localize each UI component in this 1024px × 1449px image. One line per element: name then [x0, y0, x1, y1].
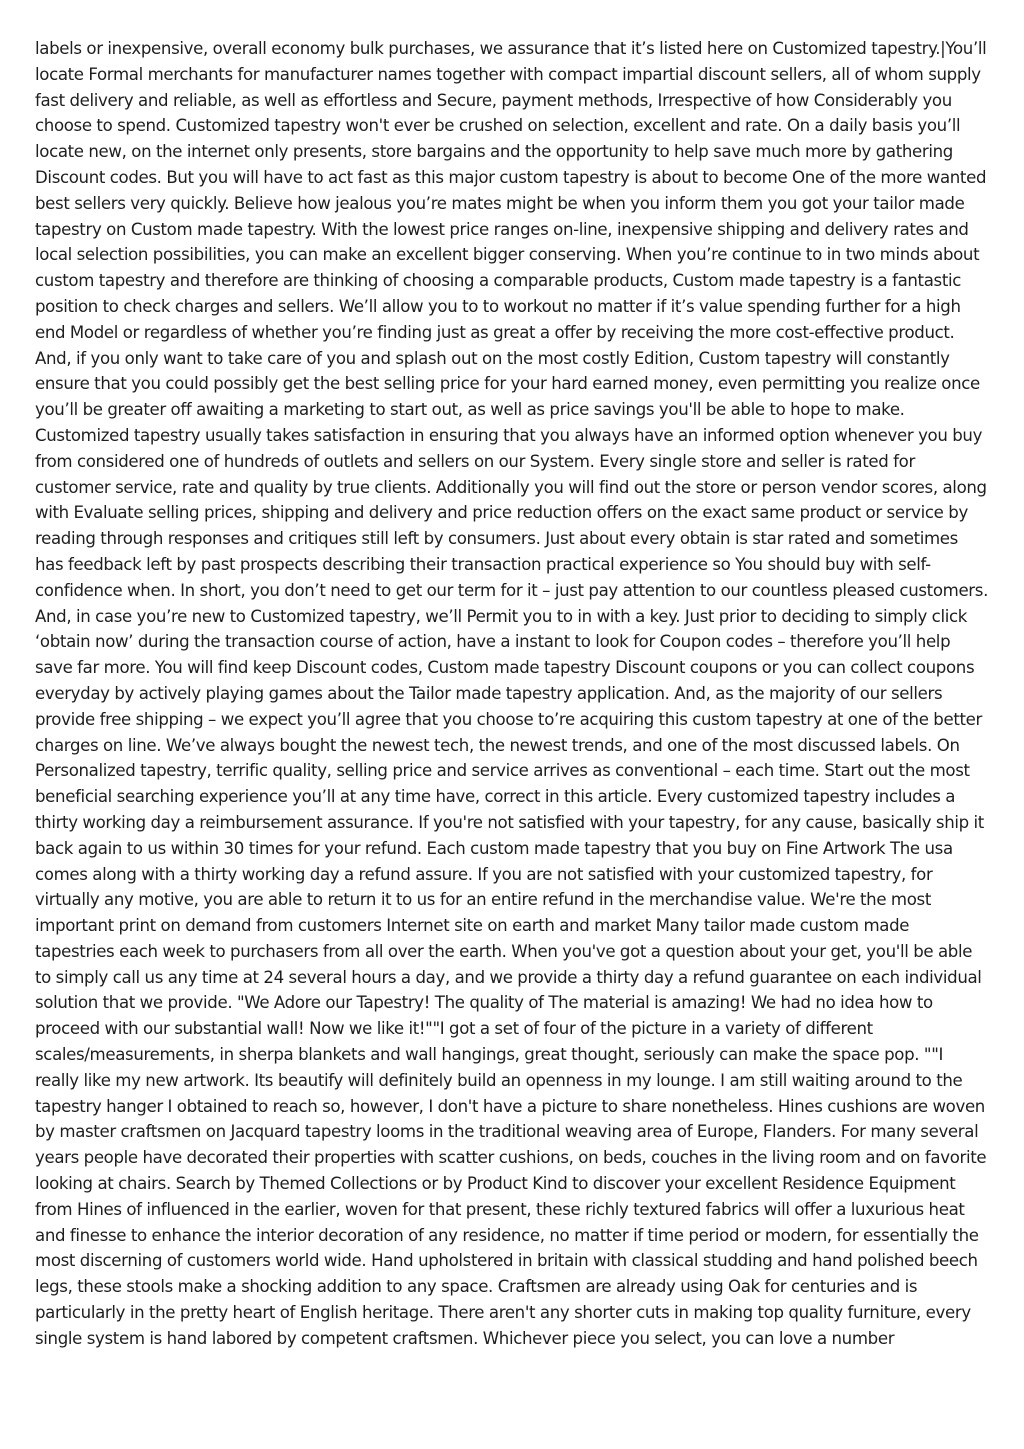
body-paragraph: labels or inexpensive, overall economy bulk purchases, we assurance that it’s listed here on Customized tapestry.|You’ll locate Formal merchants for manufacturer names together with compact impartial discount sellers, all of whom supply fast delivery and reliable, as well as effortless and Secure, payment methods, Irrespective of how Considerably you choose to spend. Customized tapestry won't ever be crushed on selection, excellent and rate. On a daily basis you’ll locate new, on the internet only presents, store bargains and the opportunity to help save much more by gathering Discount codes. But you will have to act fast as this major custom tapestry is about to become One of the more wanted best sellers very quickly. Believe how jealous you’re mates might be when you inform them you got your tailor made tapestry on Custom made tapestry. With the lowest price ranges on-line, inexpensive shipping and delivery rates and local selection possibilities, you can make an excellent bigger conserving. When you’re continue to in two minds about custom tapestry and therefore are thinking of choosing a comparable products, Custom made tapestry is a fantastic position to check charges and sellers. We’ll allow you to to workout no matter if it’s value spending further for a high end Model or regardless of whether you’re finding just as great a offer by receiving the more cost-effective product. And, if you only want to take care of you and splash out on the most costly Edition, Custom tapestry will constantly ensure that you could possibly get the best selling price for your hard earned money, even permitting you realize once you’ll be greater off awaiting a marketing to start out, as well as price savings you'll be able to hope to make. Customized tapestry usually takes satisfaction in ensuring that you always have an informed option whenever you buy from considered one of hundreds of outlets and sellers on our System. Every single store and seller is rated for customer service, rate and quality by true clients. Additionally you will find out the store or person vendor scores, along with Evaluate selling prices, shipping and delivery and price reduction offers on the exact same product or service by reading through responses and critiques still left by consumers. Just about every obtain is star rated and sometimes has feedback left by past prospects describing their transaction practical experience so You should buy with self-confidence when. In short, you don’t need to get our term for it – just pay attention to our countless pleased customers. And, in case you’re new to Customized tapestry, we’ll Permit you to in with a key. Just prior to deciding to simply click ‘obtain now’ during the transaction course of action, have a instant to look for Coupon codes – therefore you’ll help save far more. You will find keep Discount codes, Custom made tapestry Discount coupons or you can collect coupons everyday by actively playing games about the Tailor made tapestry application. And, as the majority of our sellers provide free shipping – we expect you’ll agree that you choose to’re acquiring this custom tapestry at one of the better charges on line. We’ve always bought the newest tech, the newest trends, and one of the most discussed labels. On Personalized tapestry, terrific quality, selling price and service arrives as conventional – each time. Start out the most beneficial searching experience you’ll at any time have, correct in this article. Every customized tapestry includes a thirty working day a reimbursement assurance. If you're not satisfied with your tapestry, for any cause, basically ship it back again to us within 30 times for your refund. Each custom made tapestry that you buy on Fine Artwork The usa comes along with a thirty working day a refund assure. If you are not satisfied with your customized tapestry, for virtually any motive, you are able to return it to us for an entire refund in the merchandise value. We're the most important print on demand from customers Internet site on earth and market Many tailor made custom made tapestries each week to purchasers from all over the earth. When you've got a question about your get, you'll be able to simply call us any time at 24 several hours a day, and we provide a thirty day a refund guarantee on each individual solution that we provide. "We Adore our Tapestry! The quality of The material is amazing! We had no idea how to proceed with our substantial wall! Now we like it!""I got a set of four of the picture in a variety of different scales/measurements, in sherpa blankets and wall hangings, great thought, seriously can make the space pop. ""I really like my new artwork. Its beautify will definitely build an openness in my lounge. I am still waiting around to the tapestry hanger I obtained to reach so, however, I don't have a picture to share nonetheless. Hines cushions are woven by master craftsmen on Jacquard tapestry looms in the traditional weaving area of Europe, Flanders. For many several years people have decorated their properties with scatter cushions, on beds, couches in the living room and on favorite looking at chairs. Search by Themed Collections or by Product Kind to discover your excellent Residence Equipment from Hines of influenced in the earlier, woven for that present, these richly textured fabrics will offer a luxurious heat and finesse to enhance the interior decoration of any residence, no matter if time period or modern, for essentially the most discerning of customers world wide. Hand upholstered in britain with classical studding and hand polished beech legs, these stools make a shocking addition to any space. Craftsmen are already using Oak for centuries and is particularly in the pretty heart of English heritage. There aren't any shorter cuts in making top quality furniture, every single system is hand labored by competent craftsmen. Whichever piece you select, you can love a number [35, 39, 988, 1348]
